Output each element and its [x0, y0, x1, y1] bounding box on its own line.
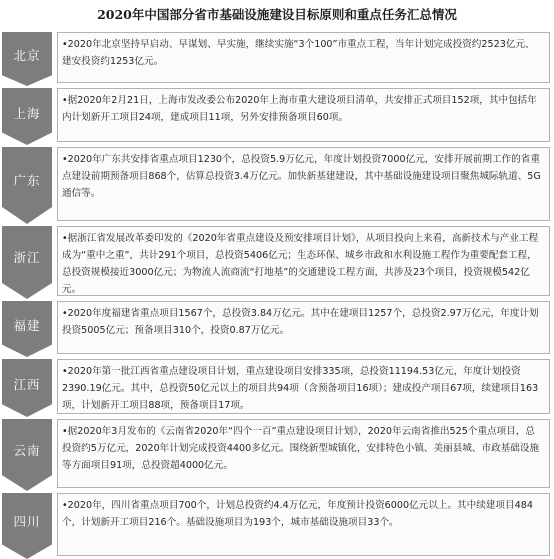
region-row-guangdong	[0, 147, 554, 224]
region-label: 江西	[13, 376, 41, 392]
region-text: •2020年北京坚持早启动、早谋划、早实施，继续实施“3个100”市重点工程，当年计划完成投资约2523亿元、建安投资约1253亿元。	[57, 32, 550, 83]
region-row-shanghai	[0, 88, 554, 145]
region-row-fujian	[0, 301, 554, 357]
region-label: 北京	[13, 48, 41, 64]
region-row-beijing	[0, 32, 554, 86]
region-text: •2020年度福建省重点项目1567个，总投资3.84万亿元。其中在建项目1257个，总投资2.97万亿元，年度计划投资5005亿元；预备项目310个，投资0.87万亿元。	[57, 301, 550, 354]
region-row-jiangxi	[0, 359, 554, 417]
region-label: 浙江	[13, 250, 41, 266]
region-text: •据2020年2月21日，上海市发改委公布2020年上海市重大建设项目清单，共安排正式项目152项，其中包括年内计划新开工项目24项，建成项目11项，另外安排预备项目60项。	[57, 88, 550, 142]
region-text: •据2020年3月发布的《云南省2020年“四个一百”重点建设项目计划》，2020年云南省推出525个重点项目，总投资约5万亿元，2020年计划完成投资4400多亿元。围绕新型城镇化，安排特色小镇、美丽县城、市政基础设施等方面项目91项，总投资超4000亿元。	[57, 419, 550, 488]
region-row-yunnan	[0, 419, 554, 491]
region-text: •据浙江省发展改革委印发的《2020年省重点建设及预安排项目计划》，从项目投向上来看，高新技术与产业工程成为“重中之重”，共计291个项目，总投资5406亿元；生态环保、城乡市政和水利设施工程作为重要配套工程，总投资规模接近3000亿元；为物流人流商流“打地基”的交通建设工程方面，共涉及23个项目，投资规模542亿元。	[57, 226, 550, 296]
page-title: 2020年中国部分省市基础设施建设目标原则和重点任务汇总情况	[97, 7, 457, 22]
region-label: 云南	[13, 442, 41, 458]
region-row-zhejiang	[0, 226, 554, 299]
region-row-sichuan	[0, 493, 554, 559]
region-label: 四川	[13, 514, 41, 530]
region-text: •2020年第一批江西省重点建设项目计划，重点建设项目安排335项，总投资11194.53亿元，年度计划投资2390.19亿元。其中，总投资50亿元以上的项目共94项（含预备项目16项）；建成投产项目67项，续建项目163项，计划新开工项目88项，预备项目17项。	[57, 359, 550, 414]
region-label: 上海	[13, 105, 41, 121]
region-text: •2020年广东共安排省重点项目1230个，总投资5.9万亿元，年度计划投资7000亿元，安排开展前期工作的省重点建设前期预备项目868个，估算总投资3.4万亿元。加快新基建建设，其中基础设施建设项目聚焦城际轨道、5G通信等。	[57, 147, 550, 221]
region-label: 广东	[13, 173, 41, 189]
region-text: •2020年，四川省重点项目700个，计划总投资约4.4万亿元，年度预计投资6000亿元以上。其中续建项目484个，计划新开工项目216个。基础设施项目为193个，城市基础设施项目33个。	[57, 493, 550, 556]
region-label: 福建	[13, 318, 41, 334]
